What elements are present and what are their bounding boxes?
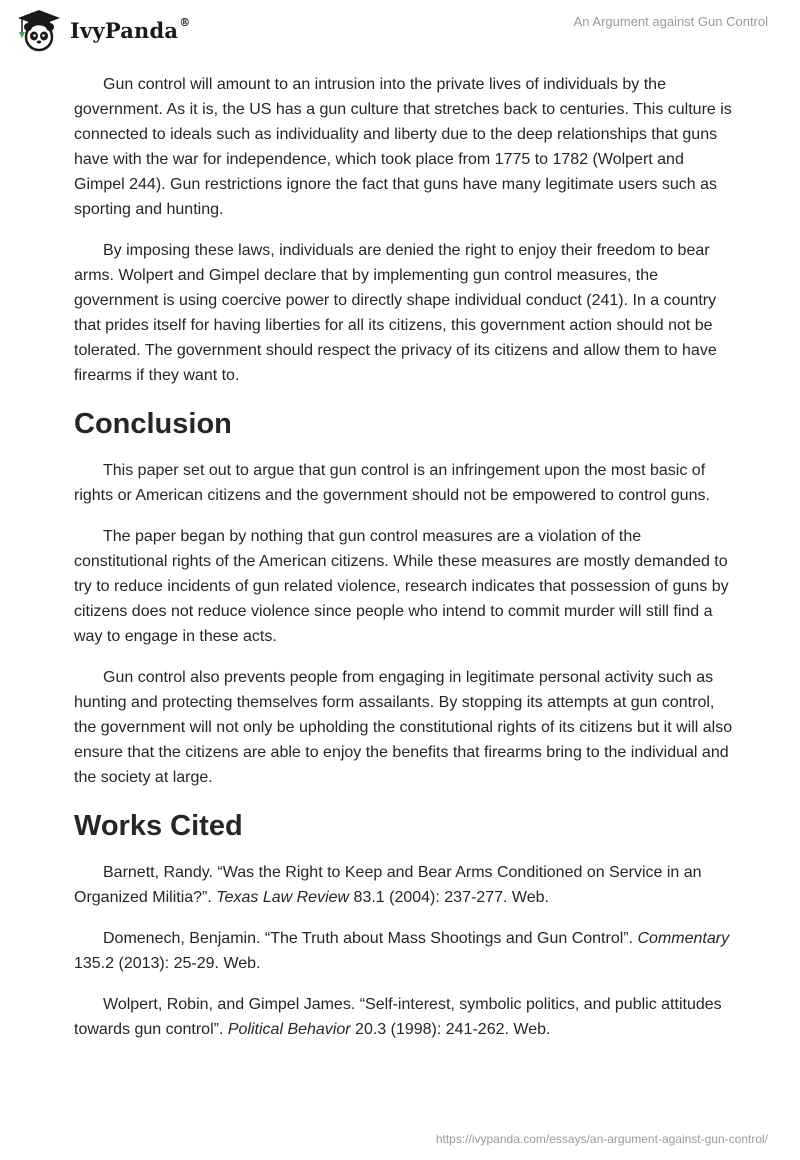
citation-entry: Domenech, Benjamin. “The Truth about Mass Shootings and Gun Control”. Commentary 135.2 (2013): 25-29. Web. bbox=[74, 930, 730, 972]
body-paragraph: By imposing these laws, individuals are denied the right to enjoy their freedom to bear arms. Wolpert and Gimpel declare that by implementing gun control measures, the government is using coercive power to directly shape individual conduct (241). In a country that prides itself for having liberties for all its citizens, this government action should not be tolerated. The government should respect the privacy of its citizens and allow them to have firearms if they want to. bbox=[74, 242, 717, 384]
essay-content bbox=[74, 72, 734, 1058]
conclusion-paragraph: The paper began by nothing that gun control measures are a violation of the constitutional rights of the American citizens. While these measures are mostly demanded to try to reduce incidents of gun related violence, research indicates that possession of guns by citizens does not reduce violence since people who intend to commit murder will still find a way to engage in these acts. bbox=[74, 528, 729, 645]
citation-entry: Barnett, Randy. “Was the Right to Keep and Bear Arms Conditioned on Service in an Organized Militia?”. Texas Law Review 83.1 (2004): 237-277. Web. bbox=[74, 864, 702, 906]
page-header bbox=[0, 0, 800, 60]
panda-graduate-icon bbox=[14, 8, 64, 52]
conclusion-paragraph: Gun control also prevents people from engaging in legitimate personal activity such as hunting and protecting themselves form assailants. By stopping its attempts at gun control, the government will not only be upholding the constitutional rights of its citizens but it will also ensure that the citizens are able to enjoy the benefits that firearms bring to the individual and the society at large. bbox=[74, 669, 733, 786]
body-paragraph: Gun control will amount to an intrusion into the private lives of individuals by the government. As it is, the US has a gun culture that stretches back to centuries. This culture is connected to ideals such as individuality and liberty due to the deep relationships that guns have with the war for independence, which took place from 1775 to 1782 (Wolpert and Gimpel 244). Gun restrictions ignore the fact that guns have many legitimate users such as sporting and hunting. bbox=[74, 76, 732, 218]
source-url[interactable]: https://ivypanda.com/essays/an-argument-against-gun-control/ bbox=[435, 1132, 768, 1146]
citation-entry: Wolpert, Robin, and Gimpel James. “Self-interest, symbolic politics, and public attitudes towards gun control”. Political Behavior 20.3 (1998): 241-262. Web. bbox=[74, 996, 722, 1038]
journal-title: Texas Law Review bbox=[216, 889, 350, 906]
registered-mark: ® bbox=[179, 15, 191, 29]
document-title: An Argument against Gun Control bbox=[573, 14, 768, 29]
works-cited-heading: Works Cited bbox=[74, 810, 243, 842]
journal-title: Commentary bbox=[637, 930, 730, 947]
brand-logo[interactable] bbox=[14, 8, 190, 52]
conclusion-paragraph: This paper set out to argue that gun control is an infringement upon the most basic of rights or American citizens and the government should not be empowered to control guns. bbox=[74, 462, 710, 504]
brand-name: IvyPanda® bbox=[70, 15, 191, 43]
conclusion-heading: Conclusion bbox=[74, 408, 232, 440]
journal-title: Political Behavior bbox=[227, 1021, 351, 1038]
